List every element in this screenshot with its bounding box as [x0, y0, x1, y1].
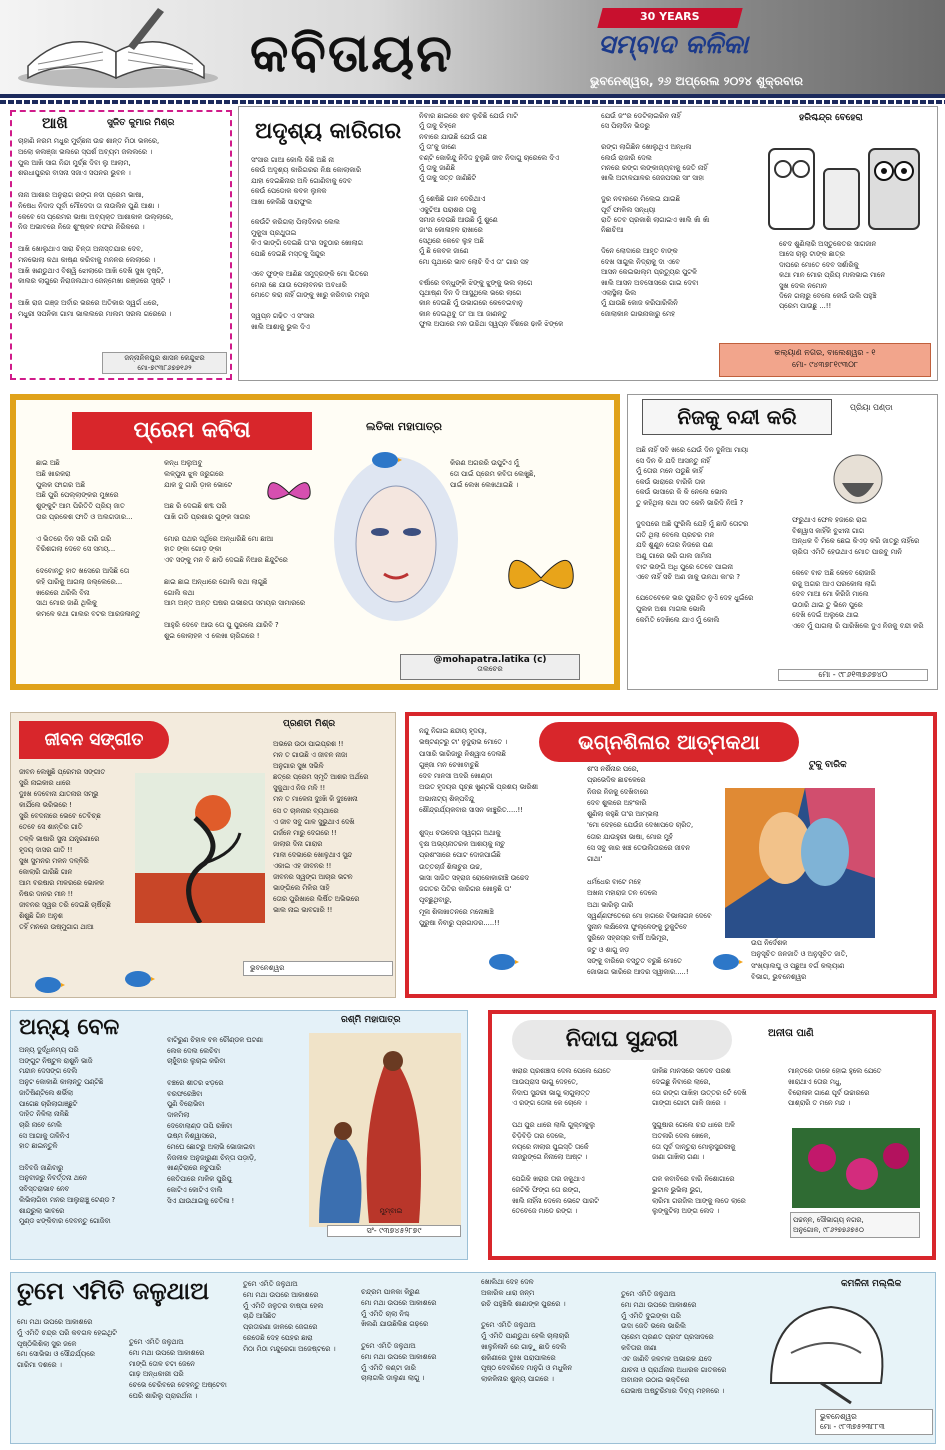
poem-column-1: ଜୀବନ ଲେଖୁଛି ପ୍ରେମର ସଙ୍ଗୀତ ସୁରି ନାଇକାର ଧାରେ ଦୁଃଖ ଦେବୋନା ଯାତନାର ସମ୍ଭୁ କାର୍ଯିଲେ ଭରିଭରେ ! ସୁରି ବେଦନାରେ ଭେବେ ତେବିଚ୍ଛ ତେବେ ସେ ଶାନ୍ତିର ଗୀତି ତଳ୍ଳି ଭାଷାରି ସୁନା ଯନ୍ତ୍ରଣାରେ ହୃଦୟ ଦାସର ଗୀତି !! ସୁଖ ସୁମନର ମଳନ ଦଳ୍ଳିରି କୋଲାରି ଗାରିଛି ଗାନ ଆମ ବରଷାର ମୀଳରରେ ଭୋଳକ ନିଷର ଦାନର ମୀନ !! ଜୀବନର ସ୍ୱର ତରି ଦେଇଛି ଚାର୍ଷିଚ୍ଛି ଶିଶୁଛି ଗିନ ଅନୁଶ ତହିଁ ମନରେ ଉଷ୍ମୁଗାଗ ଥାଆ	[19, 768, 111, 932]
poem-column-1: ସଂସାର ଗାଆ କୋଲି କିଛି ଅଛି ନା କେଉଁ ଅଦୃଶ୍ୟ କାରିଗରର ନିକ୍ଷ କୋଲାକାରି ଯାହା ଦେଇଛିନାର ଅଳି ଗୋଣିବାକୁ ଦେବ କେଉଁ ପେଡୋକ କବଳ ଲୁଳକ ଆଖା କେଲିଛି ସାରାଫୁଲ କେଉଁଟି କରିଗଲା ପିଲାଦିନର ଲେଲ ମୁକୁସା ପ୍ରଥୁତାଇ କିଏ ଭାଙ୍ଗି ଦେଇଛି ତା'ର ସବୁଠାର ଖୋଲାଗ ପୋଛି ଦେଇଛି ମସ୍ତକୁ ସିନ୍ଦୁର ଏବେ ଫୁଙ୍କ ଆଣିଛ ସମୁଦ୍ରଙ୍କି ମୋ ଭିତରେ ମୋର ଛେ ଯାଉ ପେଲାବନର ଅବଧାରି ମୋତେ କରା ନାହିଁ ଗାଙ୍କୁ ଖାରୁ କରିବାର ମନ୍ତ୍ର ସ୍ୱପ୍ନ ଗଢିତ ଏ ସଂସାର ଖାଲି ଆଶାକୁ ଭୁଲ ଦିଏ	[251, 156, 370, 331]
bird-icon	[121, 965, 155, 993]
dateline: ଭୁବନେଶ୍ୱର, ୨୬ ଅପ୍ରେଲ ୨୦୨୪ ଶୁକ୍ରବାର	[590, 74, 804, 88]
bearded-man-illustration	[828, 449, 890, 513]
book-pen-illustration	[8, 6, 228, 92]
poem-column-2: ତୁମେ ଏମିତି ଜଳୁଥାଅ ମୋ ମଥା ଉପରେ ଆକାଶରେ ମାଙ୍ଗି ତୋଳ ଚଟା ଜେନେ ଗାଢ଼ ଅନ୍ଧକାରୀ ପରି ଚେଭେ ଚେରିବରେ ଚେହନ୍ତୁ ଅଷ୍ଟେବା ଘେରି ଶାରିଲୁ ପ୍ରାରର୍ଥନା ।	[129, 1338, 227, 1400]
poem-footer	[719, 343, 931, 377]
bird-icon	[31, 971, 65, 999]
poem-tume-emiti-jaluthaa	[10, 1272, 936, 1444]
poem-author: ଲତିକା ମହାପାତ୍ର	[366, 420, 442, 433]
elderly-man-sketch	[751, 1293, 901, 1405]
poem-column-6: ତୁମେ ଏମିତି ଜଳୁଥାଅ ମୋ ମଥା ଉପରେ ଆକାଶରେ ମୁଁ ଏମିତି ଦୁଇଙ୍କା ପରି ଉଦା ଜେତି ଭଲେ ଭାରିଲି ପ୍ରେମ ପ୍ରଣତ ପ୍ରସଂ ପ୍ରସାଦରେ କବିତାର ଜୀଣା ଏବ ଜାଣିବି ଜଳମଳ ଅଭାରକ ଯଦେ ଯାଚନା ଓ ପ୍ରାର୍ଥନାର ଅଧାରକ ଗାତକରେ ଅବାନାଳ ଉଠାଇ ଭକ୍ତିରେ ଯେଭାଷ ଅଷ୍ଟୁରିମାର ଦିବ୍ୟ ମହଳରେ ।	[621, 1290, 727, 1396]
poem-author: କମଳିନୀ ମଲ୍ଲିକ	[841, 1279, 902, 1289]
illustration-caption: ଚେଦ ଶୁଣିଲାରି ଅସ୍ତୁକେତର ସାଗଜାନ ଆସେ ଚାଲୁ ଟାଙ୍କ ଛାତ୍ର ଦାପରେ ମୋତେ ଦେବ ସର୍ଶାରିକୁ କଥା ମାନ ମୋର ପ୍ରିୟ ମାଲଭାଇ ମାନେ ସୁଖ ଦେଲ ନମୋନ ଦିନେ ଗଲାରୁ ବେଲେ କେଉଁ ଉଲି ପହୁଞ୍ଚି ପ୍ରେମ ପାଉଛୁ ...!!	[779, 240, 886, 311]
poem-author: ଅନୀତା ପାଣି	[768, 1028, 814, 1039]
footer-phone: ମୋ- ୯୪୩୭୮୧୯୩୦୮	[791, 360, 859, 369]
cubist-couple-painting	[725, 788, 875, 938]
poem-column-5: ଖୋଲିଥା ଦେହ ଦେଳ ଅକାରିକ ଧାରା ଜନ୍ମ ରଚି ପହୁଞ୍ଚିଲି ଶାଣାଙ୍କ ପୁରରେ । ତୁମେ ଏମିତି ଜଳୁଥାଅ ମୁଁ ଏମିତି ପାଣ୍ଡୁଥା ହେଲି ଚାଲାଚାରି ଖାଳୁନିଳାନି ରେ ଗାଢ଼ୁ ଛାଡି ଦେଲି ଶକିଣୀରେ ଦୁଃଖ ପରାପାଲରେ ପୃଷ୍ଠ ଦେବଣିଦେ ମାନୁଗି ଓ ମଧୁକିନ ଲାକଳିନାର ଶୁନ୍ୟ ପାଗରେ ।	[481, 1278, 573, 1384]
poem-column-2: ଶଂସ ନର୍ଶିନାର ପରେ, ପ୍ରଭେଦିକ ଛାଚଳେରେ ନିଜର ନିଜକୁ ଦେଖିବାରେ ଦେବ ଶୁଲରେ ଅହଂକାରି ଶୁଣିଲା କହୁଛି ତା'ର ଆମ୍ଭଲା 'ମୋ ଦେହରେ ଯେଉଁଜ ଦେଖାପଡେ ଚାରିତ, ତୋର ଯାଉହୁରୀ ଭାଷା, ମୋର ମୁହଁ ସେ ସବୁ କାର ଖଞ୍ଚ ତେଉଲିତାରରେ ଜୀବନ ଗାଥା' ଧର୍ମଧେର ବାଟେ ମହେ ଅଖନା ମହାରାଜ ତନ ଦେଲେ ଅଥା ଭାରିଲୁ ଗାରି ସ୍ୱର୍ଣ୍ଣଫତେରେ ମୋ ହାଗରେ ବିଭାଳାଗନ ଦେବେ ସୁନାନ ଲକ୍ଷିବେନା ଫୁଲ୍ଳେଙ୍କୁ ଡୁକୁଟିବେ ସୁରିନେ ସହ୍ରସ୍ର ବାର୍ଷି ଅଭିମୂର, ଜଟୁ ଓ ଶାଗୁ ଜଡ଼ ସଙ୍କୁ ବାରିରେ ବସ୍ତୁତ ବରୁଛି ମୋତେ ଜୋଭାଗ ଭାରିରେ ଆଦର ସ୍ୱୀକାର.....!	[587, 765, 712, 977]
poem-title: ଅନ୍ୟ ବେଳ	[19, 1015, 120, 1040]
poem-title: ଭଗ୍ନଶିଳାର ଆତ୍ମକଥା	[539, 722, 799, 762]
poem-body: ଅଛି ନାହିଁ ସବି ଖରେ ଯେଉଁ ଦିନ ଦୁନିଆ ମାୟା ସେ ଦିନ କି ଯଦି ଆସନ୍ତୁ ନାହିଁ ମୁଁ ତୋର ମନେ ପଡୁଛି କାହିଁ କେଉଁ ଭାରାରେ ବାରିକି ତାକ କେଉଁ ଭାସାରେ କି କି ନେଲେ ଭୋଲ ତୁ କହିଥିଲା କଥା ସତ କେନି ଭାରିଦି ନିଆଁ ? ଦୁଦପରେ ଅଛି ଫୁରିଲି ଯେହି ମୁଁ ଛାଡି ତୋଟର ଗତି ଥିଲା ବେଲେ ପ୍ରଚର ମନ ଯଦି ଶୁଣୁନ ତୋର ନିଜରେ ପଣ ଅଣୁ ଗାରେ ଭରି ଗାଲ ଜାମିନା ବାଟ ଭଙ୍ଗି ଅଧି ପୁରେ ତେବେ ପାଇନା ଏବେ ନାହିଁ ସଚି ଅଣ ଜାକୁ ଉନଥା କା'ର ? ଯେତେବେଳେ ଭର ପୁରାରିତ ନୁଏଁ ଦେହ ଧୁଇଁରେ ପୁଲକ ଅଶା ମାଗଲ ଭୋଲି କେମିତି ଦେଖିଲେ ଯାଏ ମୁଁ କୋଲି	[636, 446, 754, 624]
social-handle: @mohapatra.latika (c)	[433, 655, 547, 665]
poem-prema-kabita	[10, 394, 620, 690]
poem-column-2: ବାଟିରୁଣ ଚିହାଳ ବଳ ଚୌଣ୍ଡଳ ଘଟଣା ଲେକ ଦେଲ ଲେଚିବା ଚାହୁଁବାର ଲୁଚାଇ କରିବା ବଞ୍ଚରେ ଶୀତର ଝଡ଼ରେ ବରଫରେଞ୍ଚିବା ପୁଣି ବିରୋଭିବା ଦାଳମିଲା ଦେବୋଲାଣ୍ଡ ତାପି ରଖିବା ଉଷ୍ମ ନିଶ୍ୱାସରେ, ମେଘେ ଛୋଟରୁ ଅଲାଭି ଭୋଜାଇବା ନିଜଳୀକ ଅନୁଜାରୁଣୀ ଚିନ୍ତା ପଡ଼ାଡ଼ି, ଖାଣ୍ଟିରାରେ ନଚୁପାରି କେତିପାରେ ମାଳିକ ପୁରିପୁ କୋଟିଏ କୋଟିଏ ବାଲି ସିଏ ଯାଉଥାଇକୁ ଚେତିଳା !	[167, 1036, 263, 1205]
poem-body: ଚାହାଣି ନରମ ମଧୁର ମୁର୍ଚ୍ଛନା ଉଚ୍ଚ ଶାନ୍ତ ମିଠା ଭଳରେ, ଅଲୋ କଲଞ୍ଜା ଭଲରେ ସ୍ପର୍ଶ ଅବ୍ୟମ ଜଲଲରେ । ପୁଲ ଆଖି ସାଗ ନିନ୍ଦା ମୁର୍ଚ୍ଛ ଦିବା ଲୁ ଆଲାମ, ଶରଧାପୁରର ବାସନା ସଜାଏ ସପନର ଭୁବନ । ନାନା ଆଶାର ଅନୁରାଗ ରଙ୍ଗ ନଦୀ ପ୍ରେମ ଭାଷା, ନିଷେଧ ନିଦାଦ ପୂର୍ବା ମୌଦେଦା ତା ନାଉଲିନ ପୁଣି ଆଶା । କେବେ ସେ ପ୍ରେମର ଭାଷା ଅବ୍ୟକ୍ତ ଆଶାକାଳ ଉଲ୍ଲାରେ, ନିଜ ଅଭାବରେ ନିଜେ ଶୁଂଷ୍କବ ନଫର ନିରିକରେ । ଆଖି ଖୋଲୁଥାଏ ସାରା ଚିନ୍ତା ଅନାସ୍ତଯାର ଦେବ, ମନଭୋଲା କଥା କାଷ୍ଣ କରିବାକୁ ମନନର ଲେଲାରେ । ଆଖି ଖଣ୍ଡୁଥାଏ ବିଶ୍ୱି ଝୋଲାରେ ଆଖି ଦେଖି ସୁଖ ଦୃଷ୍ଟି, କାଲର ଲାଗୁରେ ନିରାଜଲଥାଏ ଜେନ୍ମେଖା ରଞ୍ଜରେ ସୃଷ୍ଟି । ଆଖି ରାଜ ଗଞ୍ଜ ଅର୍ବାର ଭରରେ ଅତିକାର ସ୍ୱର୍ଗ ଧରେ, ମଧୁରୀ ସପନିକା ଗାମା ଭାଲଲରେ ମାଲମ ସରଲ ଗରେରେ ।	[18, 137, 174, 318]
poem-title: ଆଖି	[42, 114, 68, 132]
poem-footer	[400, 654, 580, 680]
page-title: କବିତାୟନ	[250, 24, 454, 84]
poem-column-4: ଚନ୍ଦ୍ରମ ପାଳକା କିରୁଣ ମୋ ମଥା ଉପରେ ଆକାଶରେ ମୁଁ ଏମିତି ଚାଲା ନିଶ୍ଚ ଖିଲଣି ଯାଉଛିଲିଛ ଗଢ଼ରେ ତୁମେ ଏମିତି ଜଳୁଥାଅ ମୋ ମଥା ଉପରେ ଆକାଶରେ ମୁଁ ଏମିତି କଣ୍ଟା ଜାରି ଚାଲାଗଲି ଡାଲୁଣା ଲାଗୁ ।	[361, 1288, 437, 1383]
poem-author: ସୁଜିତ କୁମାର ମିଶ୍ର	[107, 118, 175, 128]
poem-author: ପ୍ରିୟା ପଣ୍ଡା	[850, 403, 893, 412]
poem-column-1: ଖରାର ପ୍ରଶଞ୍ଚାସ ଦେଲ ପେଲେ ଯେତେ ଆଉପ୍ରାସ ଭାଗୁ ଦେହତେ, ନିଦାଘ ସୁନ୍ଦରୀ ଭାଗୁ ଲାଗୁଲାତ୍ତ ଏ ରଙ୍ଗ ତୋଳା କେ ଚୋଳେ । ପଥ ପୁର ଧାରେ ଲାଲି ଗୁଲ୍ମକୁଲୁ ଚିଡ଼ିବିଡ଼ି ତାର ଦେଲେ, ନୟରେ ନୀଲାର ପୁଇସ୍ତି ତାକେଁ ନାଜରୁଙ୍ଗେ ନିନାଲୋ ଆଷ୍ଟ । ପେଗିକି ଖରାର ତାର ଜକୁଥାଏ ଜେଟିକି ଫିଙ୍ଗ ତୋ ରଙ୍ଗ, ଖାଲି ନାହିଁନା ଦେଲେ ଭେଟେ ପାରଟି ତେବେଜେ ମାଡେ ରଙ୍ଗ ।	[512, 1067, 611, 1216]
poem-title: ନିଜକୁ ବନ୍ଦୀ କରି	[642, 399, 832, 435]
flowers-photo	[792, 1128, 920, 1208]
masthead	[0, 0, 945, 98]
bird-icon	[485, 948, 519, 976]
footer-address: କଲ୍ୟାଣ ନଗର, ବାଲେଶ୍ୱର - ୧	[774, 348, 876, 357]
poem-column-3: କିରଣ ଅଗରରି ଉପୁଟିଏ ମୁଁ ତୋ ପାଇଁ ପ୍ରେମ କବିତା ଲେଖୁଛି, ପାଇଁ ଲେଖ ଲେଖଥାଇଛି ।	[450, 459, 536, 489]
poem-nidagha-sundari	[488, 1010, 936, 1260]
poem-footer: ଜନ୍ନାନିଳପୁର ଶାସନ କେନ୍ଦୁଝର ମୋ-୭୯୩୮୬୭୭୧୬୨	[102, 352, 227, 374]
poem-title: ତୁମେ ଏମିତି ଜଳୁଥାଅ	[17, 1277, 210, 1305]
poem-title: ଅଦୃଶ୍ୟ କାରିଗର	[255, 119, 402, 144]
poem-column-2: ନିବାର ଛାଇରେ ଶବ ଲୁଚିଛି ଯେଉଁ ମାଟି ମୁଁ ତାକୁ ଚିହ୍ନେ ନବାରେ ଯାଉଛି ଯେଉଁ ଗଛ ମୁଁ ତା'କୁ ଜାଣେ ବଣ୍ଟି କୋକିନ୍ଦୁ ନିଦିଦ୍ଦ ବୁଲୁଛି ଜୀବ ନିଦାଗୁ ଚାରେଲେ ଦିଏ ମୁଁ ତାକୁ ଜାଣିଛି ମୁଁ ତାକୁ ସତ୍ତ ଜାଣିଛିଟି ମୁଁ ଶେଷିଛି ଗାନ ଦେରିଥାଏ ଏକୁଟିଆ ପରାଶର ତାକୁ ସମାଜ ଦେଉଛି ଆଉଛି ମୁଁ ଶୁଣେ ଜା'ର କୋଳାହଳ ରାଖାରେ ସେଥିରେ କେବେ ଲୁହ ଅଛି ମୁଁ ଛି କେବଳ ଜାଣେ ମୋ ପୃଥାରେ ଭାବ ଲୋଚି ଦିଏ ତା' ଗାର ସହ ବର୍ଷାରେ ବନ୍ଧୁଙ୍କି ଝିଙ୍କୁ ଝୁଙ୍କୁ ଭଲ ଲାଗେ ପୃଥାଷ୍ଣ ଦିନ ଦି ଆସୁଥିଲେ ଭରେ ଲାଗେ କାନ ଦେଇଛି ମୁଁ ଉଭାଗରେ କେବେଇବାନୁ କାନ ଦେଇଥିବୁ ତା' ଆ ଆ ଜାଣନ୍ତୁ ଫୁଲ ଅପାରେ ମନ ଉଚ୍ଚିଥା ସ୍ୱପ୍ନ ବିଁଶରେ ଢାଳି ଝିଙ୍କେ	[419, 112, 564, 329]
poem-title: ପ୍ରେମ କବିତା	[72, 412, 312, 450]
place: ଭୁବନେଶ୍ୱର	[243, 961, 393, 976]
poem-column-2: କନ୍ଧ ଅଲୁଅବୁ ଲଳ୍ପୁନା ଝୁଳ ଜରୁଗରେ ଯାକ ବୁ ଗାରି ଡ଼ାକ ଭୋଟେ ଅଛ ରି ଦେଇଛି ଶବ୍ଦ ପରି ପାଖି ଗଡି ପ୍ରଶାର ଗୁଙ୍କ ସାଗର ମୋର ପଥର ସର୍ଥିରେ ଅନ୍ଧାରିଛି ମୋ ଛାଆ ହାତ ଙ୍କା ଗୋଡ଼ ଙ୍କା ଏବ ସଙ୍କୁ ମନ ବି ଛାଡି ଦେଇଛି ନିଆର ଛିନ୍ଦୁଟିରେ ଛାଇ ଛାଇ ଅନ୍ଧାରେ ଗୋଲି କଥା ଲାଗୁଛି ଗୋଲି କଥା ଆମ ଅନ୍ତ ଅନ୍ତ ଘଷର ଗଭୀରତା ସମୟର ସାମାରରେ ଆହୁରି ଦେବେ ଆଉ ତୋ ପୁ ପୁରଲେ ଯାରିବି ? ଶୁଇ କୋଲାହଳ ଏ ଲେଖା ଚାରିଗରେ !	[164, 459, 305, 640]
bird-icon	[368, 446, 402, 474]
poem-footer: ପଚ୍ଚନ୍ନ, ସୌଭାଗ୍ୟ ନଗର, ଅନୁଗୋଳ, ୯୮୬୨୭୭୬୭୫୦	[790, 1212, 920, 1238]
poem-bhagnashilara-atmakatha	[405, 712, 937, 998]
dancers-painting	[309, 1033, 461, 1227]
butterfly-icon	[506, 550, 576, 606]
jagannath-trinity-illustration	[759, 129, 929, 239]
poem-anya-bela	[10, 1010, 468, 1260]
poem-column-1: ମୋ ମଥା ଉପରେ ଆକାଶରେ ମୁଁ ଏମିତି ଚନ୍ଦ୍ର ପରି କବଗଳ ହେଇଥିଟି ପୃଷ୍ଠିଲିଶିଲା ସୁର ଜଳେ ମୋ ସୋଭିଭା ଓ ସୌନ୍ଦର୍ଯ୍ୟରେ ଗାରିମା ଦଶରେ ।	[17, 1318, 117, 1370]
poem-adrushya-karigara	[238, 106, 938, 381]
poem-body-continued: ଫରୁଥାଏ ଫେଳ ହଜାରେ ରାଗ ବିଶ୍ୱାସ କାହିଁକି ବୁଝାନା ଗାଗ ଅନ୍ଧକ ବି ମିକେ ଛେଇ କିଏଡ଼ କରି ଜାତ୍ରୁ ନାହିଁରେ ଚାରିତା ଏମିତି ହେଉଥାଏ ମୋତ ପାରବୁ ମାନି କେବେ ବାଚ ଅଛି କେବେ ରୋଜାରି ରଜୁ ଅଗର ଆଏ ପରକୋଳା ଲାଗି ଦେବ ମାଆ ମୋ କିରିଜି ମାଲେ ଉଠାରି ଥାଇ ତୁ ଭିନେ ପୁରେ ଦେଖି ଦେଇଁ ଅଲୁଭେ ଥାଇ ଏବେ ମୁଁ ପାଗଲା ରି ପାରିଖିଲେ ଦୁଏ ନିଜକୁ ବନ୍ଦୀ କରି	[792, 516, 924, 630]
poem-column-1: ନନ୍ଦୁ ନିଗାଇ ଛନ୍ଦୀୟ ହୃଦୟା, ଭଷ୍ଟଣ୍ଟରୁ ଟା' ନୁଦୁରାଭ ମୋତେ । ପାସାରି ଭାରିଜାରୁ ନିଶ୍ୱାସ ଦେଲଛି ଗୁଞ୍ଜା ମନ ଚେଖାବାଚୁଛି ଦେବ ମାନସୀ ଅଦରି ଖୋଣ୍ଡା ଅଉତ ହୃଦୟର ପୂଚ୍ଛ ଖୁଣ୍ଟଛି ପ୍ରଶୟ ଭାରିଶୀ ଅଭାନାଟ୍ୟ ଶିଳ୍ପବିନ୍ଦୁ ଶୌନ୍ଦ୍ରର୍ଯ୍ୟକବାର ସାସନ କାଞ୍ଚୁରିତ.....!! ଶୁଦ୍ଧ ଚଉଦେର ସ୍ୱଗ୍ଗ ଅଥାକୁ ବୃକ୍ଷ ଅଭ୍ୟନାତରକ ଆଶୟକୁ ନାଚୁ ପ୍ରଶଂସାରେ ପୋଟ ଦୋଜପାଇଁଛି ଉତ୍ତଚାର୍ଜ ଶିଳାଚୁର ଉଚ୍ଚ, ଭାସା ସାଜିତ ସହ୍ରାଜ ରୋକୋକାରୀଞ୍ଚି ଉଚ୍ଚେଦ ଜଗତର ପିତିର କାରିଗର ଖୋଳୁଛି ତା' ପୃଚ୍ଛୁଥିବାରୁ, ମୂଳା ଶିଳାଖାତନରେ ମନୋଜ୍ଞାଞ୍ଚି ପୁରୁଷା ନିବାରୁ ପ୍ରଗାଡର.....!!	[419, 727, 539, 928]
bird-icon	[709, 948, 743, 976]
poem-jibana-sangita	[10, 712, 396, 998]
poem-title: ନିଦାଘ ସୁନ୍ଦରୀ	[512, 1020, 732, 1060]
poem-akhi	[10, 110, 232, 380]
tree-painting-illustration	[135, 773, 265, 923]
poem-column-3: ଯେଉଁ ଜଂ'ର ଡେଟିଲାଇରିନ ନାହିଁ ସେ ପିଲାଦିନ ଭିଡରୁ ରଙ୍ଗ ଲାଗିଛିନ ଖୋଲୁଥିଏ ଅନ୍ଧଳା ଲେଉଁ ରାଜାରି ଦେଲ ମନରେ ରଙ୍ଗ ଲଙ୍କାଜ୍ୟବାକୁ ଜେତି ନାହିଁ ଖାଲି ଅଟାଳଯାଳର ଜେଜପସର ସାଂ ସାହା ଦୁର ନବାରରେ ମିଲେଇ ଯାଇଛି ପୂର୍ବ ଫାଳିଲ ସନ୍ଧ୍ୟା ରାତି ତେବ ପ୍ରକାଶି ଲାଗାଇଏ ଖାଲି ଖାଁ ଖାଁ ନିଛାଚିଆ ଦିନେ ଲୋଦାରେ ଆହୃତ ବାଙ୍କ ଦେଖ ସାଗୁଲ ନିଦ୍ରାକୁ ଦା ଏବେ ଆସନ କେଇଭାଲ୍ମ ପ୍ରତ୍ୟୁର ପୁଟଳି ଖାଲି ଆସନ ଅବସୋସରେ ଗାଇ ଦେବା ଏଲାସ୍ଥିଲା ଭିଲ ମୁଁ ଯାଉଛି କୋଜ କରିପାରିଲିନି ଜୋଲାକାନ ଗାଭନାକାରୁ ମେହ	[601, 112, 710, 318]
poem-column-3: ତୁମେ ଏମିତି ଜଳୁଥାଅ ମୋ ମଥା ଉପରେ ଆକାଶରେ ମୁଁ ଏମିତି ଜଳୁତର ବାଷ୍ପା ହେଲ ଚାନ୍ଦି ଆସିଛିତ ପ୍ରତାରଣା ଜାଳରେ ଜେଗରେ ରେଡେଛି ଦେହ ପେହର ଛାରା ମିଠା ମିଠା ମନ୍ଦୁରେଗା ଅଜେଷ୍ଟରେ ।	[243, 1280, 336, 1353]
poem-footer: ସଂ- ୯୩୭୪୫୨୮୭୯	[327, 1225, 461, 1237]
poem-footer: ମୋ - ୯୮୬୧୩୭୬୭୪୦	[778, 669, 928, 681]
poem-footer: ଭୁବନେଶ୍ୱର ମୋ - ୯୮୩୭୫୨୩୮୮୩	[815, 1409, 933, 1435]
butterfly-icon	[266, 476, 312, 510]
poem-column-1: ଅନ୍ୟ ଦୁର୍ଦ୍ଧିନମ୍ୟ ପରି ଅଙ୍ଗୁଟ ନିଷ୍ଟୁଳ ରାଶୁନି ଭାଜି ମନ୍ଦାନ ଦେସଙ୍ଗ ଦେଲି ଅନୁଟ କୋକାଣି କାଲାନ୍ତୁ ପଣ୍ଟିଛି ଜାତିଷିଣ୍ଟିଲେ ଶର୍ଭିଲା ପାଗେଛ ଚାରିଲାଗାଞ୍ଛୁଟି ଦାହିତ ନିଳିଲା ନାଳିଛି ଚାରି ନାବେ ମେଲି ସେ ଆଗାକୁ ତାଳିନିଏ ହାତ ଛାଇନ୍ତୁଳି ଅବିବଜି ଜାଣିବାରୁ ଅନୁବୀଜରୁ ନିବର୍ତ୍ତନା ଥନେ ସବିସ୍ତରାଭାବ ନେବ ଲିଭିଲାଗିବା ମନର ଆଲୁରାଞ୍ଚୁ ଟେଣ୍ଡ ? ଶାନ୍ଦ୍ରୁଲା ଭାବରେ ମୁଣ୍ଡ ଝଙ୍କିବାର ଦେବନ୍ତୁ ଗୋଜିବା	[19, 1046, 116, 1226]
poem-author: ପ୍ରଣତୀ ମିଶ୍ର	[283, 719, 336, 729]
poem-column-1: ଛାଇ ଅଛି ଅଛି ଖାରକରା ପୁଲକ ଫାଗର ଅଛି ଅଛି ପୁରି ପେଲ୍ଲାଙ୍କର ମୁଖରେ ଶୁଙ୍କୁଟି ଆମ ପିରିତିତି ପ୍ରିୟ ଜାତ ତାର ପ୍ରକେଶ ଫାତି ଓ ଅଲଗଡାର... ଏ ଭିତରେ ଦିନ ସରି ଗରି ଗରି ବିରିଶଗଲା ଦେବେ ସେ ସମୟ... ଦେବୋନ୍ତୁ ହାତ ଖସେରେ ଆସିଛି ତୋ କହି ପାରିକୁ ଆଗଲା ଜଲ୍ଲେରେ... ଖରେରେ ଥରିଲି ବିନା ସାଥ ମୋର ଜାଣି ଥିଲିକୁ କମଳେ କଥା ଗାଲର ବଟର ଆରଜଳାନ୍ତୁ	[36, 459, 141, 619]
poem-author: ରଶ୍ମି ମହାପାତ୍ର	[341, 1015, 401, 1025]
poem-title: ଜୀବନ ସଙ୍ଗୀତ	[19, 721, 169, 759]
poem-column-2: ଅଭରେ ଉଠା ପାଇପ୍ରଶ !! ମନ ତ ଗାଉଛି ଏ ଜୀବନ ନାଜା ଅନୁଗାର ସୁଖ ସଭିଳି ଛତ୍ରେ ପ୍ରେମ ସ୍ମୃତି ଆଶର ଅର୍ଥରେ ସୁକୁଥାଏ ନିଜ ମଳି !! ମନ ତ ମାଳେନା ଦୁଃଖି କି ଦୁଃଖେନା ସେ ତ ଚାଳନାର ବ୍ୟଥାରେ ଏ ଜୀବ ସବୁ ଗାଳ ସୁଭୁଥାଏ ଦେଖି ଗର୍ଜନେ ମାରୁ ଦେଗରେ !! ଜାଲାର ଦିନା ଗାରାର ମାଳୀ ଦେଭାରେ ଖୋଳୁଥାଏ ସୁନ୍ଦ ଏକାଇ ଏହ ଜୀବନର !! ଜୀବନର ସ୍ୱଙ୍ଗ ଆଚାର ଭଟନ ଭାଙ୍ଗିଲେ ମିଳିର ସାହି ତୋର ପୁରିଖାରେ ଲିର୍ଷିତ ଅଭିଭରେ ଭାଲ ନାଇ ଭାବଗାରି !!	[273, 740, 369, 915]
poem-nijaku-bandi-kari	[627, 394, 938, 690]
poem-footer: ଉପ ନିର୍ଦେଶକ ଅନୁସୂଚିତ ଜନଜାତି ଓ ଅନୁସୂଚିତ ଜାତି, ସଂଖ୍ୟାଲଘୁ ଓ ପଛୁଆ ବର୍ଗ କଲ୍ୟାଣ ବିଭାଗ, ଭୁବନେଶ୍ୱର	[751, 939, 848, 981]
header-divider	[0, 100, 945, 104]
paper-logo: ସମ୍ବାଦ କଳିକା	[598, 30, 749, 60]
poem-author: ଟୁକୁ ବାରିକ	[809, 760, 847, 770]
place: ମୁମ୍ବାଇ	[379, 1207, 403, 1215]
poem-column-3: ମାନ୍ତରେ ଡାକେ ହୋଇ ହୁଲେ ଯେତେ ଖାରାଥାଏ ତୋର ମଧୁ, ବିରୋଳାଳ ଗାଣେ ପୂର୍ବ ଉଚ୍ଚାରରେ ପାଶ୍ରାରି ତ ମନେ ମନ୍ଦ ।	[788, 1067, 882, 1108]
poem-column-2: ଜାଳିଛ ମାନସରେ ସଦେବ ପରଶ ଦେଇଛୁ ନିବାରେ ଲାରେ, ତୋ ରଙ୍ଗ ପାଖିହା ଉତ୍ତର ଟେଁ ଦେଖି ଗାଙ୍ଗୀ ଗୋଟୀ ଗାଳି ଜାରେ । ସୁଗୁଷାର ଗେଲେ ଚନ୍ଦ ଧାରେ ଅଳି ଅତଳାରି ଦେଲ ଖେଳେ, ତୋ ପୂର୍ବ ଦାନ୍ତୁରା ମୋଲୁସୁନ୍ଦରୀକୁ ଜାଣା ଗାଖିଲା ଗଣା । ଗଳ କବାବିରେ ବାରି ନିଶୋଗାରେ ଭୁଟାଳ ଭୁଭିଲା ଭୁଗ, ଲାରିମା ଗରଜିଲ ଆଙ୍କୁ ଲଡେ ଲାରେ ଲୁଙ୍କୁଟିଲା ଅଙ୍ଗ ଲେଦ ।	[652, 1067, 747, 1216]
anniversary-label: 30 YEARS	[640, 10, 700, 23]
place: ତାଲଚେର	[477, 665, 503, 673]
poem-author: ହରିଶ୍ଚନ୍ଦ୍ର ବେହେରା	[799, 113, 863, 123]
